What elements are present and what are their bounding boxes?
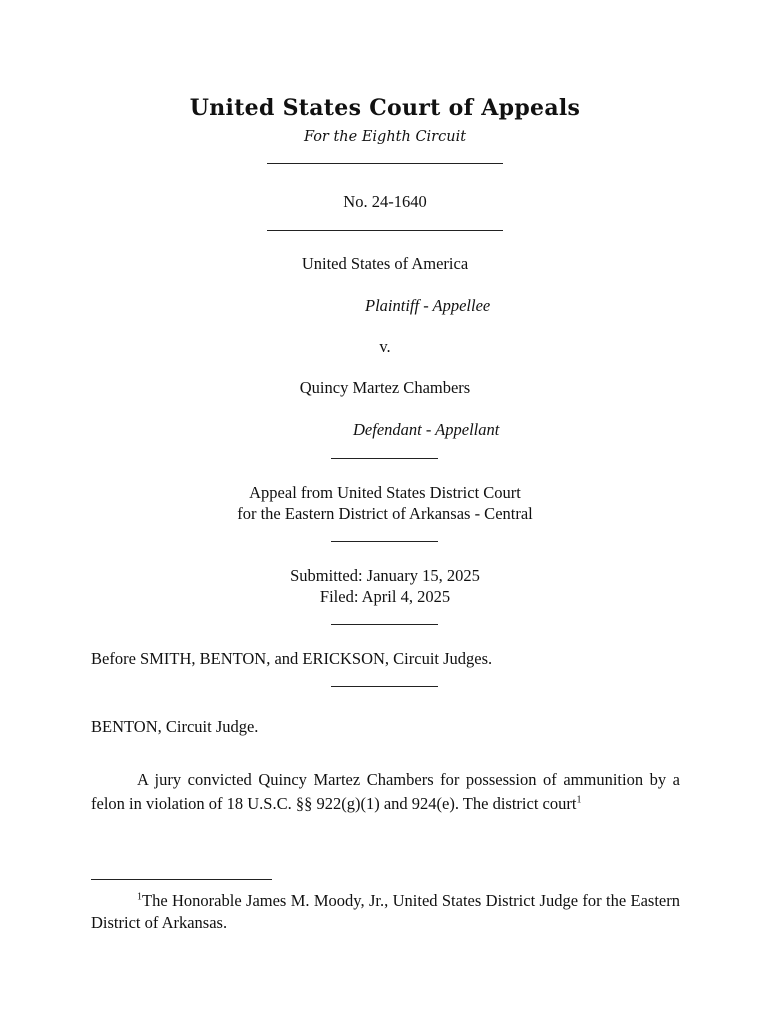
- appeal-line-1: Appeal from United States District Court: [249, 483, 521, 502]
- divider: [331, 686, 438, 687]
- opinion-paragraph: [91, 768, 680, 816]
- appeal-line-2: for the Eastern District of Arkansas - Central: [237, 504, 533, 523]
- case-number: No. 24-1640: [343, 192, 427, 211]
- footnote-text: The Honorable James M. Moody, Jr., United States District Judge for the Eastern District of Arkansas.: [91, 891, 680, 932]
- divider: [331, 458, 438, 459]
- footnote-reference[interactable]: 1: [576, 794, 582, 806]
- divider: [331, 541, 438, 542]
- divider: [267, 163, 503, 164]
- versus: v.: [379, 337, 391, 356]
- filed-date: Filed: April 4, 2025: [319, 587, 451, 606]
- paragraph-text: A jury convicted Quincy Martez Chambers for possession of ammunition by a felon in violation of 18 U.S.C. §§ 922(g)(1) and 924(e). The district court: [91, 770, 680, 813]
- submitted-date: Submitted: January 15, 2025: [290, 566, 480, 585]
- court-subtitle: For the Eighth Circuit: [303, 129, 467, 145]
- defendant-role: Defendant - Appellant: [353, 420, 500, 439]
- panel-line: Before SMITH, BENTON, and ERICKSON, Circuit Judges.: [91, 649, 493, 668]
- footnote-divider: [91, 879, 272, 880]
- divider: [331, 624, 438, 625]
- plaintiff-name: United States of America: [301, 254, 469, 273]
- divider: [267, 230, 503, 231]
- footnote-marker: 1: [137, 891, 142, 903]
- defendant-name: Quincy Martez Chambers: [299, 378, 471, 397]
- plaintiff-role: Plaintiff - Appellee: [365, 296, 491, 315]
- opinion-author: BENTON, Circuit Judge.: [91, 717, 259, 736]
- court-title: United States Court of Appeals: [189, 95, 581, 121]
- footnote: [91, 890, 680, 934]
